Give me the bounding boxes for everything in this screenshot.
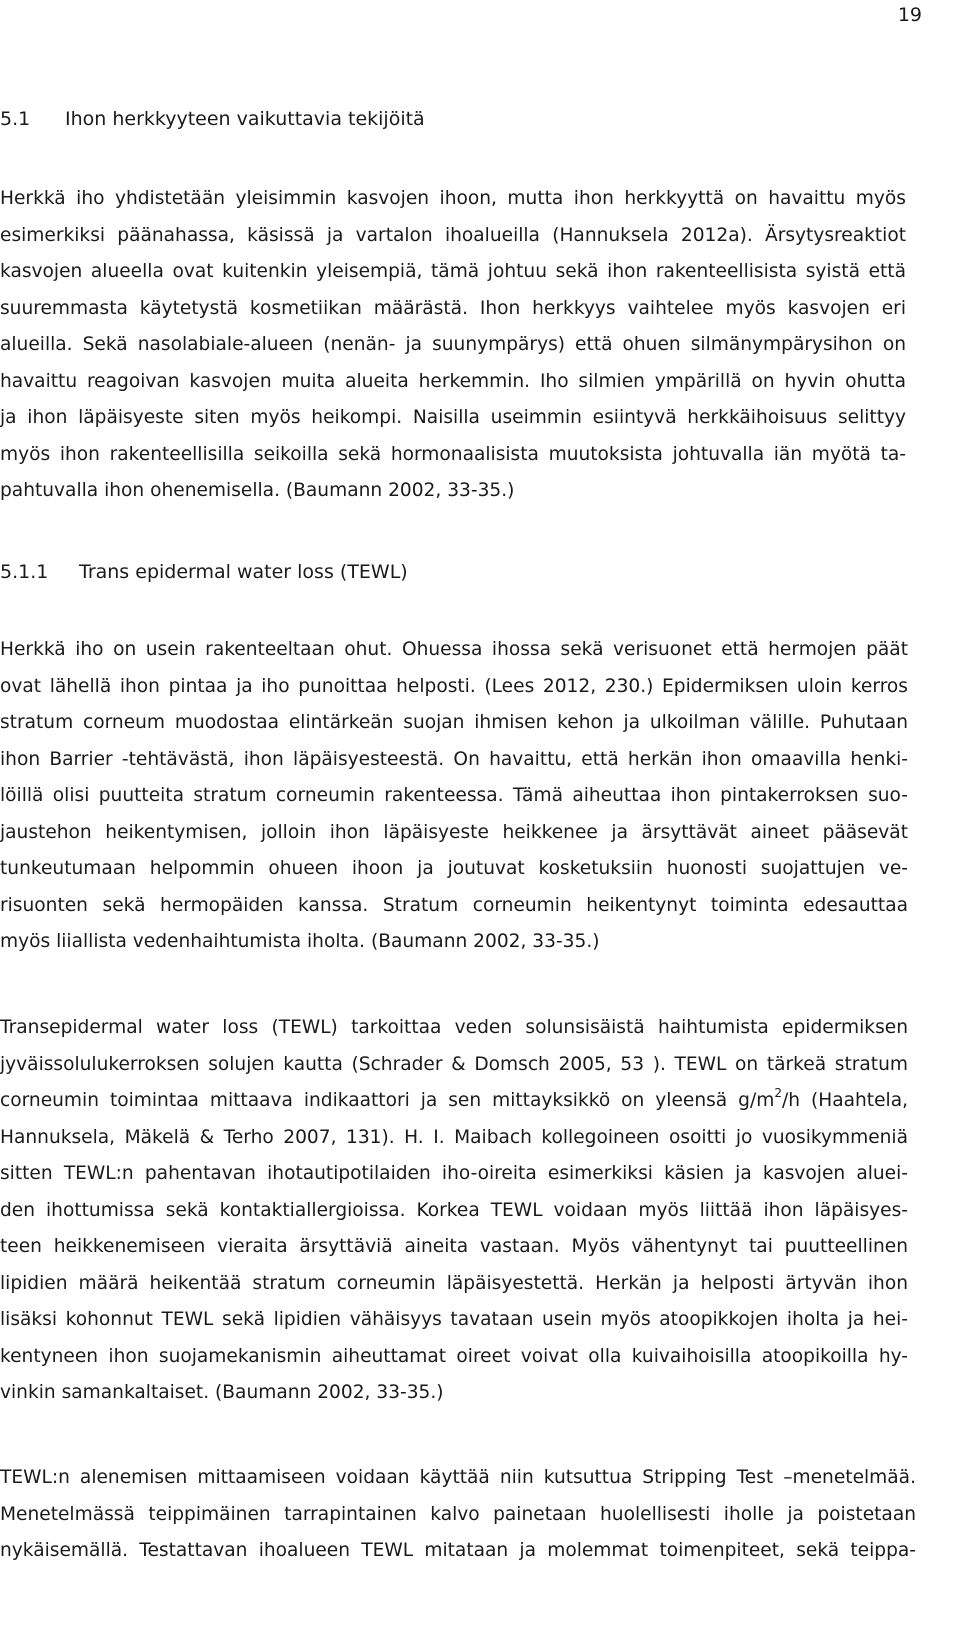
text-line: Transepidermal water loss (TEWL) tarkoittaa veden solunsisäistä haihtumista epidermiksen [0,1017,908,1038]
text-line: lipidien määrä heikentää stratum corneumin läpäisyestettä. Herkän ja helposti ärtyvän ihon [0,1272,908,1294]
text-line: Menetelmässä teippimäinen tarrapintainen kalvo painetaan huolellisesti iholle ja poistetaan [0,1503,916,1525]
text-line: Hannuksela, Mäkelä & Terho 2007, 131). H. I. Maibach kollegoineen osoitti jo vuosikymmeniä [0,1126,908,1148]
superscript: 2 [774,1086,782,1100]
text-line: ihon Barrier -tehtävästä, ihon läpäisyesteestä. On havaittu, että herkän ihon omaavilla henki- [0,748,908,770]
text-line: myös liiallista vedenhaihtumista iholta. (Baumann 2002, 33-35.) [0,931,600,952]
text-line: vinkin samankaltaiset. (Baumann 2002, 33-35.) [0,1382,444,1403]
text-line: sitten TEWL:n pahentavan ihotautipotilaiden iho-oireita esimerkiksi käsien ja kasvojen aluei- [0,1163,908,1184]
paragraph-ohut-iho [0,632,908,961]
text-line: löillä olisi puutteita stratum corneumin rakenteessa. Tämä aiheuttaa ihon pintakerroksen suo- [0,785,908,806]
paragraph-stripping-test [0,1460,916,1570]
text-line-with-unit [0,1083,908,1120]
text-line: jaustehon heikentymisen, jolloin ihon läpäisyeste heikkenee ja ärsyttävät aineet pääsevät [0,821,908,843]
section-heading [0,106,425,132]
text-line: tunkeutumaan helpommin ohueen ihoon ja joutuvat kosketuksiin huonosti suojattujen ve- [0,858,908,879]
text-line: den ihottumissa sekä kontaktiallergioissa. Korkea TEWL voidaan myös liittää ihon läpäisyes- [0,1199,908,1221]
text-line: kentyneen ihon suojamekanismin aiheuttamat oireet voivat olla kuivaihoisilla atoopikoilla hy- [0,1345,908,1367]
paragraph-herkka-iho [0,181,906,510]
text-fragment: corneumin toimintaa mittaava indikaattori ja sen mittayksikkö on yleensä g/m [0,1090,775,1111]
text-line: suuremmasta käytetystä kosmetiikan määrästä. Ihon herkkyys vaihtelee myös kasvojen eri [0,297,906,319]
subsection-number: 5.1.1 [0,561,49,583]
text-line: jyväissolulukerroksen solujen kautta (Schrader & Domsch 2005, 53 ). TEWL on tärkeä stratum [0,1053,908,1075]
text-line: TEWL:n alenemisen mittaamiseen voidaan käyttää niin kutsuttua Stripping Test –menetelmää. [0,1467,916,1488]
text-line: nykäisemällä. Testattavan ihoalueen TEWL mitataan ja molemmat toimenpiteet, sekä teippa- [0,1540,916,1561]
text-line: pahtuvalla ihon ohenemisella. (Baumann 2002, 33-35.) [0,480,515,501]
paragraph-tewl-definition [0,1010,908,1412]
section-title: Ihon herkkyyteen vaikuttavia tekijöitä [65,108,425,130]
subsection-heading [0,559,408,585]
text-line: teen heikkenemiseen vieraita ärsyttäviä aineita vastaan. Myös vähentynyt tai puutteellinen [0,1236,908,1257]
page-number: 19 [897,4,922,26]
text-line: esimerkiksi päänahassa, käsissä ja vartalon ihoalueilla (Hannuksela 2012a). Ärsytysreaktiot [0,224,906,246]
text-line: Herkkä iho yhdistetään yleisimmin kasvojen ihoon, mutta ihon herkkyyttä on havaittu myös [0,188,906,209]
text-fragment: /h (Haahtela, [781,1090,908,1111]
text-line: risuonten sekä hermopäiden kanssa. Stratum corneumin heikentynyt toiminta edesauttaa [0,894,908,916]
text-line: myös ihon rakenteellisilla seikoilla sekä hormonaalisista muutoksista johtuvalla iän myötä ta- [0,443,906,465]
subsection-title: Trans epidermal water loss (TEWL) [79,561,408,583]
text-line: ovat lähellä ihon pintaa ja iho punoittaa helposti. (Lees 2012, 230.) Epidermiksen uloin kerros [0,675,908,697]
section-number: 5.1 [0,108,31,130]
text-line: ja ihon läpäisyeste siten myös heikompi. Naisilla useimmin esiintyvä herkkäihoisuus selittyy [0,407,906,428]
text-line: alueilla. Sekä nasolabiale-alueen (nenän- ja suunympärys) että ohuen silmänympärysihon on [0,334,906,355]
text-line: havaittu reagoivan kasvojen muita alueita herkemmin. Iho silmien ympärillä on hyvin ohutta [0,370,906,392]
text-line: Herkkä iho on usein rakenteeltaan ohut. Ohuessa ihossa sekä verisuonet että hermojen päät [0,639,908,660]
text-line: lisäksi kohonnut TEWL sekä lipidien vähäisyys tavataan usein myös atoopikkojen iholta ja hei- [0,1309,908,1330]
text-line: stratum corneum muodostaa elintärkeän suojan ihmisen kehon ja ulkoilman välille. Puhutaan [0,712,908,733]
text-line: kasvojen alueella ovat kuitenkin yleisempiä, tämä johtuu sekä ihon rakenteellisista syistä että [0,261,906,282]
